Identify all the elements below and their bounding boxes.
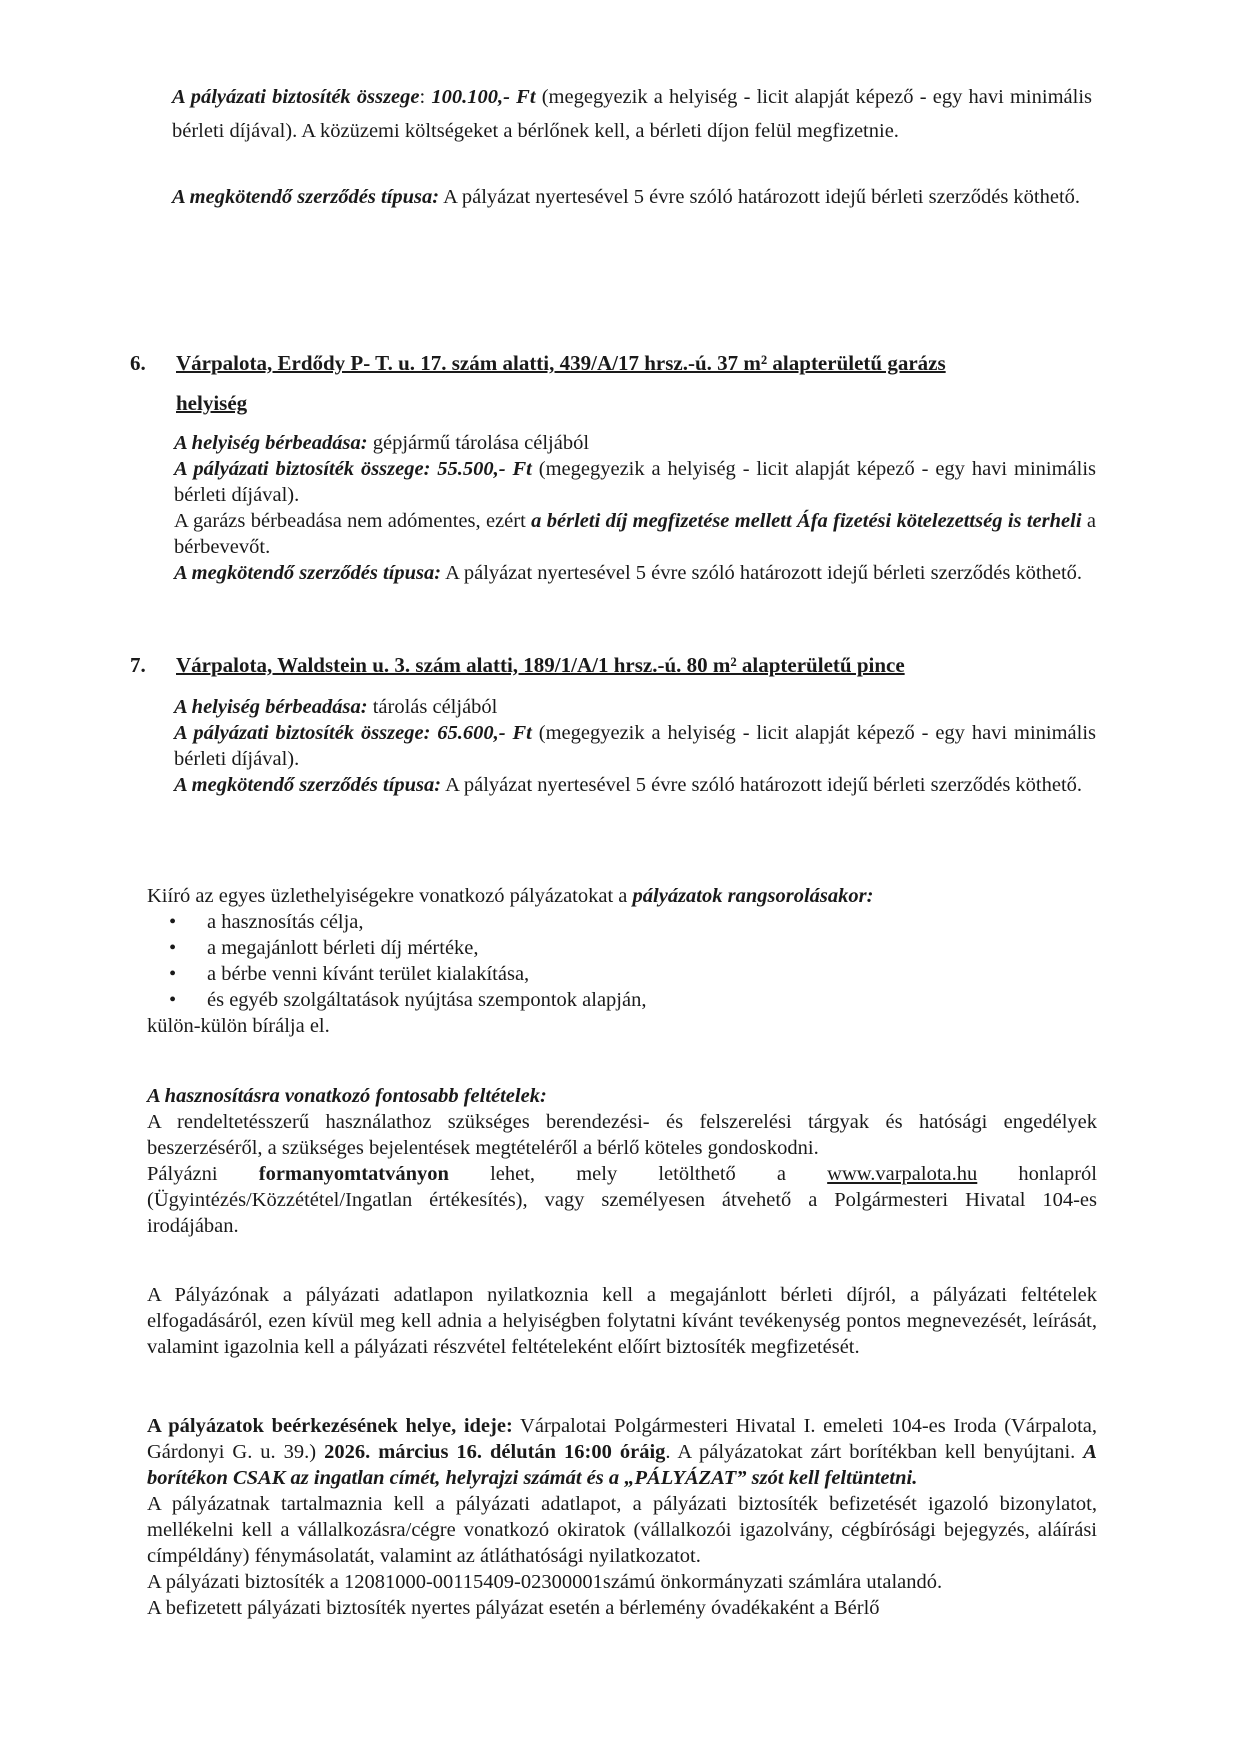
conditions-p1: A rendeltetésszerű használathoz szükséges berendezési- és felszerelési tárgyak és hatósági engedélyek beszerzéséről, a szükséges bejelentések megtételéről a bérlő köteles gondoskodni. [147, 1111, 1097, 1159]
conditions-heading: A hasznosításra vonatkozó fontosabb feltételek: [147, 1085, 547, 1107]
section-number: 7. [130, 653, 146, 677]
bullet-icon: • [169, 963, 177, 985]
conditions-p2: Pályázni formanyomtatványon lehet, mely letölthető a www.varpalota.hu honlapról (Ügyintézés/Közzététel/Ingatlan értékesítés), vagy személyesen átvehető a Polgármesteri Hivatal 104-es irodájában. [147, 1163, 1097, 1237]
submission-paragraph: A pályázatok beérkezésének helye, ideje: Várpalotai Polgármesteri Hivatal I. emeleti 104-es Iroda (Várpalota, Gárdonyi G. u. 39.) 2026. március 16. délután 16:00 óráig. A pályázatokat zárt borítékban kell benyújtani. A borítékon CSAK az ingatlan címét, helyrajzi számát és a „PÁLYÁZAT” szót kell feltüntetni. [147, 1415, 1097, 1489]
website-link[interactable]: www.varpalota.hu [827, 1163, 978, 1185]
section7-heading [130, 652, 1110, 678]
section-title: Várpalota, Waldstein u. 3. szám alatti, 189/1/A/1 hrsz.-ú. 80 m² alapterületű pince [176, 653, 905, 677]
deposit-label: A pályázati biztosíték összege [172, 86, 420, 108]
section6-body [174, 430, 1096, 586]
bullet-icon: • [169, 911, 177, 933]
ranking-block [147, 883, 1097, 1039]
section-number: 6. [130, 351, 146, 375]
ranking-criteria-list [147, 909, 1097, 1013]
submission-block [147, 1413, 1097, 1621]
refund-line: A befizetett pályázati biztosíték nyertes pályázat esetén a bérlemény óvadékaként a Bérlő [147, 1597, 880, 1619]
list-item: • a megajánlott bérleti díj mértéke, [169, 937, 479, 959]
deadline: 2026. március 16. délután 16:00 óráig [324, 1441, 666, 1463]
purpose-line: A helyiség bérbeadása: gépjármű tárolása céljából [174, 432, 590, 454]
section5-deposit: A pályázati biztosíték összege: 100.100,- Ft (megegyezik a helyiség - licit alapját képező - egy havi minimális bérleti díjával). A közüzemi költségeket a bérlőnek kell, a bérleti díjon felül megfizetnie. [172, 86, 1092, 142]
contract-label: A megkötendő szerződés típusa: [172, 186, 440, 208]
ranking-outro: külön-külön bírálja el. [147, 1015, 330, 1037]
deposit-amount: 100.100,- Ft [431, 86, 536, 108]
vat-line: A garázs bérbeadása nem adómentes, ezért a bérleti díj megfizetése mellett Áfa fizetési kötelezettség is terheli a bérbevevőt. [174, 510, 1096, 558]
conditions-block [147, 1083, 1097, 1239]
list-item: • a bérbe venni kívánt terület kialakítása, [169, 963, 530, 985]
contract-line: A megkötendő szerződés típusa: A pályázat nyertesével 5 évre szóló határozott idejű bérleti szerződés köthető. [174, 774, 1083, 796]
list-item: • és egyéb szolgáltatások nyújtása szempontok alapján, [169, 989, 647, 1011]
section5-contract: A megkötendő szerződés típusa: A pályázat nyertesével 5 évre szóló határozott idejű bérleti szerződés köthető. [172, 186, 1081, 208]
section6-heading-line2: helyiség [176, 391, 248, 415]
account-line: A pályázati biztosíték a 12081000-00115409-02300001számú önkormányzati számlára utalandó. [147, 1571, 943, 1593]
ranking-intro: Kiíró az egyes üzlethelyiségekre vonatkozó pályázatokat a pályázatok rangsorolásakor: [147, 885, 874, 907]
contract-line: A megkötendő szerződés típusa: A pályázat nyertesével 5 évre szóló határozott idejű bérleti szerződés köthető. [174, 562, 1083, 584]
deposit-line: A pályázati biztosíték összege: 55.500,- Ft (megegyezik a helyiség - licit alapját képező - egy havi minimális bérleti díjával). [174, 458, 1096, 506]
list-item: • a hasznosítás célja, [169, 911, 364, 933]
purpose-line: A helyiség bérbeadása: tárolás céljából [174, 696, 498, 718]
envelope-note: A borítékon CSAK az ingatlan címét, helyrajzi számát és a „PÁLYÁZAT” szót kell feltüntetni. [147, 1441, 1097, 1489]
contents-paragraph: A pályázatnak tartalmaznia kell a pályázati adatlapot, a pályázati biztosíték befizetését igazoló bizonylatot, mellékelni kell a vállalkozásra/cégre vonatkozó okiratok (vállalkozói igazolvány, cégbírósági bejegyzés, aláírási címpéldány) fénymásolatát, valamint az átláthatósági nyilatkozatot. [147, 1493, 1097, 1567]
section6-heading [130, 350, 1110, 376]
section7-body [174, 694, 1096, 798]
bullet-icon: • [169, 937, 177, 959]
bullet-icon: • [169, 989, 177, 1011]
deposit-line: A pályázati biztosíték összege: 65.600,- Ft (megegyezik a helyiség - licit alapját képező - egy havi minimális bérleti díjával). [174, 722, 1096, 770]
declaration-paragraph: A Pályázónak a pályázati adatlapon nyilatkoznia kell a megajánlott bérleti díjról, a pályázati feltételek elfogadásáról, ezen kívül meg kell adnia a helyiségben folytatni kívánt tevékenység pontos megnevezését, leírását, valamint igazolnia kell a pályázati részvétel feltételeként előírt biztosíték megfizetését. [147, 1284, 1097, 1358]
section-title: Várpalota, Erdődy P- T. u. 17. szám alatti, 439/A/17 hrsz.-ú. 37 m² alapterületű garázs [176, 351, 946, 375]
